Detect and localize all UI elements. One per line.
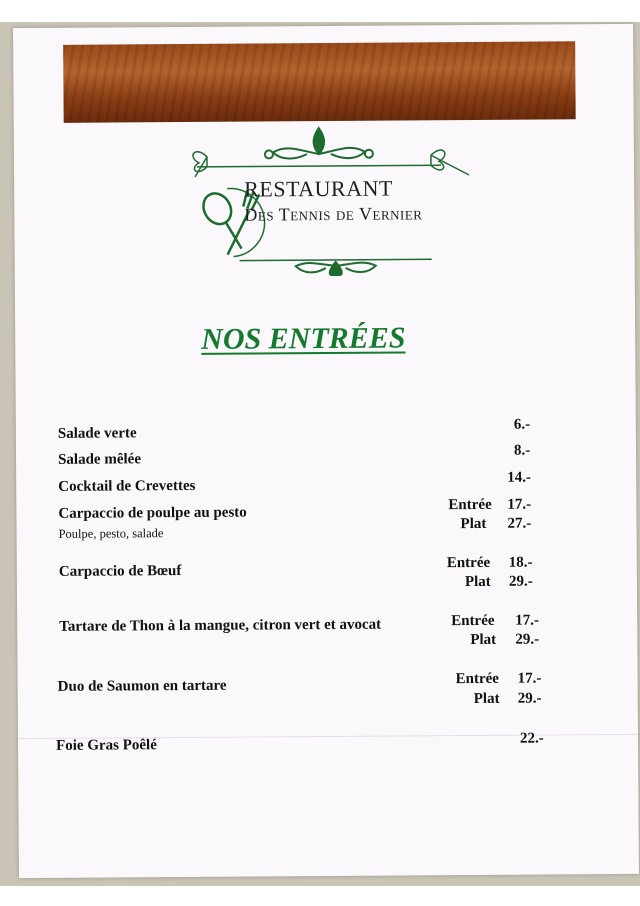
price-label-entree: Entrée (451, 612, 495, 630)
menu-item-name: Duo de Saumon en tartare (57, 677, 227, 695)
menu-item-name: Cocktail de Crevettes (58, 477, 196, 495)
price-label-plat: Plat (464, 573, 491, 591)
menu-item-name: Carpaccio de Bœuf (58, 563, 182, 580)
ornament-bottom-icon (240, 259, 432, 276)
menu-item-price: 6.- (513, 416, 531, 433)
menu-item-name: Salade mêlée (57, 451, 142, 468)
price-label-plat: Plat (460, 515, 487, 533)
ornament-top-icon (197, 127, 441, 167)
restaurant-name: RESTAURANT (244, 175, 393, 202)
restaurant-subtitle: Des Tennis de Vernier (244, 203, 423, 225)
butterfly-right-icon (431, 150, 469, 175)
menu-item-price: 17.- (515, 612, 539, 629)
price-label-plat: Plat (473, 690, 500, 707)
price-label-entree: Entrée (446, 554, 491, 572)
menu-item-name: Salade verte (57, 425, 137, 442)
price-label-entree: Entrée (448, 496, 492, 514)
menu-item-name: Foie Gras Poêlé (55, 737, 157, 754)
menu-item-price: 17.- (517, 670, 542, 687)
menu-item-name: Carpaccio de poulpe au pesto (58, 504, 247, 522)
menu-item-price: 18.- (508, 554, 533, 571)
menu-item-price: 29.- (517, 690, 542, 707)
price-label-plat: Plat (470, 631, 497, 648)
header-banner (63, 41, 576, 123)
menu-item-price: 17.- (507, 496, 532, 513)
menu-item-name: Tartare de Thon à la mangue, citron vert et avocat (59, 616, 382, 635)
menu-item-price: 27.- (507, 515, 532, 532)
menu-item-price: 29.- (508, 573, 533, 590)
menu-item-price: 8.- (513, 442, 531, 459)
menu-item-description: Poulpe, pesto, salade (58, 526, 164, 541)
price-label-entree: Entrée (455, 670, 499, 688)
menu-item-price: 29.- (515, 631, 540, 648)
menu-item-price: 22.- (519, 730, 544, 747)
menu-item-price: 14.- (507, 469, 531, 486)
section-title: NOS ENTRÉES (201, 321, 406, 356)
menu-page (13, 24, 639, 878)
butterfly-left-icon (193, 152, 207, 177)
